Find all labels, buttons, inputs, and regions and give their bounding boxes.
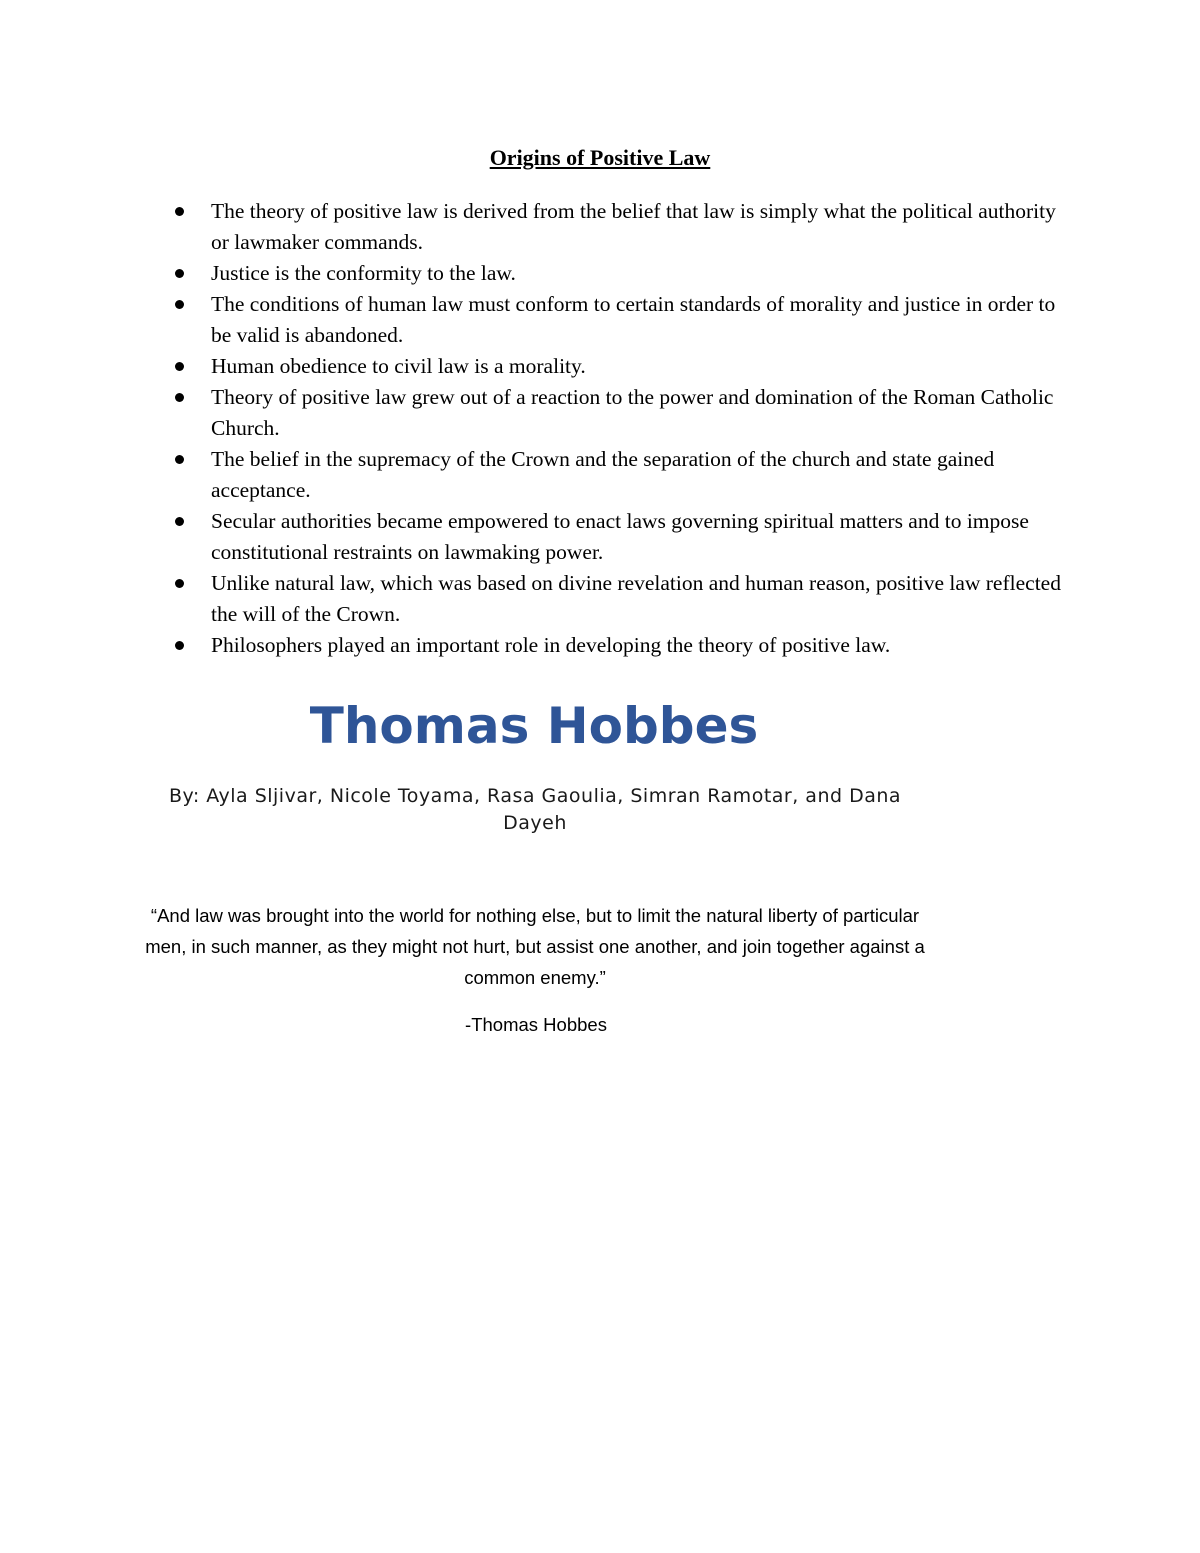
bullet-icon <box>175 269 184 278</box>
subject-title: Thomas Hobbes <box>309 697 759 755</box>
list-item <box>170 506 1070 568</box>
list-item <box>170 196 1070 258</box>
bullet-list <box>170 196 1070 661</box>
list-item-text: The theory of positive law is derived from the belief that law is simply what the political authority or lawmaker commands. <box>211 199 1056 254</box>
bullet-icon <box>175 641 184 650</box>
list-item <box>170 568 1070 630</box>
list-item-text: Theory of positive law grew out of a reaction to the power and domination of the Roman Catholic Church. <box>211 385 1054 440</box>
list-item-text: Philosophers played an important role in developing the theory of positive law. <box>211 633 891 657</box>
list-item-text: Unlike natural law, which was based on divine revelation and human reason, positive law reflected the will of the Crown. <box>211 571 1061 626</box>
list-item-text: Secular authorities became empowered to enact laws governing spiritual matters and to impose constitutional restraints on lawmaking power. <box>211 509 1029 564</box>
list-item-text: The conditions of human law must conform to certain standards of morality and justice in order to be valid is abandoned. <box>211 292 1056 347</box>
list-item <box>170 382 1070 444</box>
bullet-icon <box>175 455 184 464</box>
list-item-text: Human obedience to civil law is a morality. <box>211 354 586 378</box>
bullet-icon <box>175 300 184 309</box>
list-item <box>170 289 1070 351</box>
quote-attribution: -Thomas Hobbes <box>465 1014 607 1035</box>
page-heading: Origins of Positive Law <box>489 145 711 170</box>
bullet-icon <box>175 517 184 526</box>
bullet-icon <box>175 362 184 371</box>
list-item-text: Justice is the conformity to the law. <box>211 261 516 285</box>
list-item <box>170 630 1070 661</box>
bullet-icon <box>175 207 184 216</box>
list-item-text: The belief in the supremacy of the Crown and the separation of the church and state gained acceptance. <box>211 447 995 502</box>
bullet-icon <box>175 579 184 588</box>
author-byline: By: Ayla Sljivar, Nicole Toyama, Rasa Gaoulia, Simran Ramotar, and Dana Dayeh <box>168 785 902 834</box>
bullet-icon <box>175 393 184 402</box>
list-item <box>170 258 1070 289</box>
list-item <box>170 351 1070 382</box>
quote-text: “And law was brought into the world for nothing else, but to limit the natural liberty of particular men, in such manner, as they might not hurt, but assist one another, and join together against a common enemy.” <box>145 905 925 988</box>
list-item <box>170 444 1070 506</box>
